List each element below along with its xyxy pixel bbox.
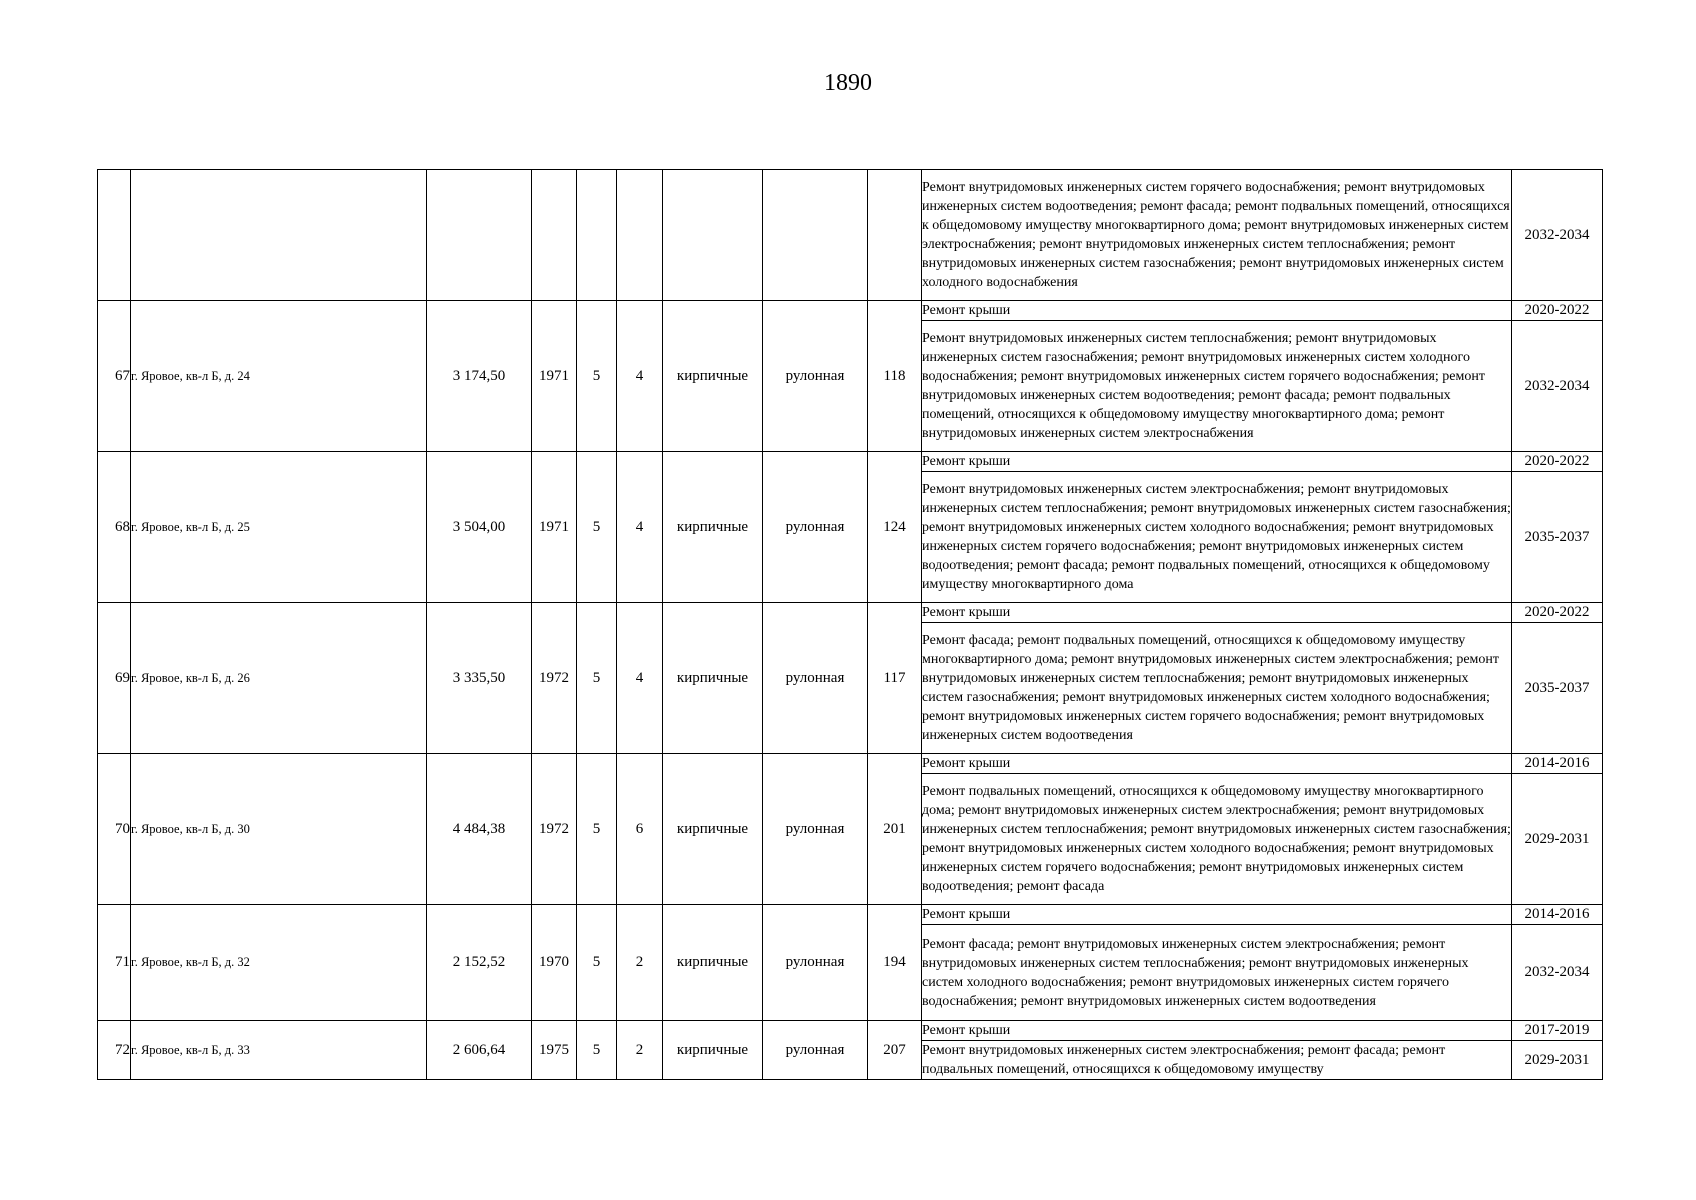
table-row: [98, 301, 1603, 321]
empty-cell: [131, 170, 427, 301]
period-cell: 2032-2034: [1512, 321, 1603, 452]
roof-work-cell: Ремонт крыши: [922, 1021, 1512, 1041]
row-number-cell: 72: [98, 1021, 131, 1080]
address-cell: г. Яровое, кв-л Б, д. 33: [131, 1021, 427, 1080]
wall-material-cell: кирпичные: [663, 301, 763, 452]
empty-cell: [617, 170, 663, 301]
area-cell: 3 174,50: [427, 301, 532, 452]
housing-repair-table: [97, 169, 1603, 1080]
residents-cell: 194: [868, 905, 922, 1021]
table-row: [98, 603, 1603, 623]
row-number-cell: 70: [98, 754, 131, 905]
table-body: [98, 170, 1603, 1080]
table-row: [98, 905, 1603, 925]
address-cell: г. Яровое, кв-л Б, д. 24: [131, 301, 427, 452]
residents-cell: 117: [868, 603, 922, 754]
area-cell: 3 335,50: [427, 603, 532, 754]
floors-cell: 5: [577, 754, 617, 905]
floors-cell: 5: [577, 1021, 617, 1080]
row-number-cell: 71: [98, 905, 131, 1021]
roof-type-cell: рулонная: [763, 905, 868, 1021]
wall-material-cell: кирпичные: [663, 1021, 763, 1080]
works-cell: Ремонт фасада; ремонт внутридомовых инженерных систем электроснабжения; ремонт внутридомовых инженерных систем теплоснабжения; ремонт внутридомовых инженерных систем холодного водоснабжения; ремонт внутридомовых инженерных систем горячего водоснабжения; ремонт внутридомовых инженерных систем водоотведения: [922, 925, 1512, 1021]
wall-material-cell: кирпичные: [663, 452, 763, 603]
area-cell: 3 504,00: [427, 452, 532, 603]
residents-cell: 201: [868, 754, 922, 905]
works-cell: Ремонт внутридомовых инженерных систем электроснабжения; ремонт фасада; ремонт подвальных помещений, относящихся к общедомовому имуществу: [922, 1041, 1512, 1080]
period-cell: 2029-2031: [1512, 774, 1603, 905]
residents-cell: 118: [868, 301, 922, 452]
table-row: [98, 754, 1603, 774]
empty-cell: [98, 170, 131, 301]
area-cell: 2 606,64: [427, 1021, 532, 1080]
entrances-cell: 4: [617, 603, 663, 754]
row-number-cell: 67: [98, 301, 131, 452]
empty-cell: [532, 170, 577, 301]
period-cell: 2029-2031: [1512, 1041, 1603, 1080]
residents-cell: 124: [868, 452, 922, 603]
entrances-cell: 2: [617, 905, 663, 1021]
area-cell: 2 152,52: [427, 905, 532, 1021]
roof-work-cell: Ремонт крыши: [922, 754, 1512, 774]
year-cell: 1970: [532, 905, 577, 1021]
roof-period-cell: 2014-2016: [1512, 754, 1603, 774]
period-cell: 2035-2037: [1512, 472, 1603, 603]
empty-cell: [427, 170, 532, 301]
roof-type-cell: рулонная: [763, 452, 868, 603]
floors-cell: 5: [577, 603, 617, 754]
entrances-cell: 4: [617, 452, 663, 603]
entrances-cell: 6: [617, 754, 663, 905]
entrances-cell: 4: [617, 301, 663, 452]
period-cell: 2032-2034: [1512, 170, 1603, 301]
works-cell: Ремонт внутридомовых инженерных систем горячего водоснабжения; ремонт внутридомовых инженерных систем водоотведения; ремонт фасада; ремонт подвальных помещений, относящихся к общедомовому имуществу многоквартирного дома; ремонт внутридомовых инженерных систем электроснабжения; ремонт внутридомовых инженерных систем теплоснабжения; ремонт внутридомовых инженерных систем газоснабжения; ремонт внутридомовых инженерных систем холодного водоснабжения: [922, 170, 1512, 301]
year-cell: 1971: [532, 452, 577, 603]
year-cell: 1972: [532, 754, 577, 905]
floors-cell: 5: [577, 301, 617, 452]
year-cell: 1972: [532, 603, 577, 754]
period-cell: 2032-2034: [1512, 925, 1603, 1021]
wall-material-cell: кирпичные: [663, 754, 763, 905]
roof-type-cell: рулонная: [763, 1021, 868, 1080]
roof-work-cell: Ремонт крыши: [922, 301, 1512, 321]
row-number-cell: 68: [98, 452, 131, 603]
address-cell: г. Яровое, кв-л Б, д. 32: [131, 905, 427, 1021]
empty-cell: [577, 170, 617, 301]
empty-cell: [763, 170, 868, 301]
works-cell: Ремонт фасада; ремонт подвальных помещений, относящихся к общедомовому имуществу многоквартирного дома; ремонт внутридомовых инженерных систем электроснабжения; ремонт внутридомовых инженерных систем теплоснабжения; ремонт внутридомовых инженерных систем газоснабжения; ремонт внутридомовых инженерных систем холодного водоснабжения; ремонт внутридомовых инженерных систем горячего водоснабжения; ремонт внутридомовых инженерных систем водоотведения: [922, 623, 1512, 754]
roof-period-cell: 2017-2019: [1512, 1021, 1603, 1041]
empty-cell: [868, 170, 922, 301]
address-cell: г. Яровое, кв-л Б, д. 26: [131, 603, 427, 754]
roof-work-cell: Ремонт крыши: [922, 452, 1512, 472]
entrances-cell: 2: [617, 1021, 663, 1080]
empty-cell: [663, 170, 763, 301]
roof-period-cell: 2020-2022: [1512, 301, 1603, 321]
area-cell: 4 484,38: [427, 754, 532, 905]
roof-period-cell: 2020-2022: [1512, 603, 1603, 623]
residents-cell: 207: [868, 1021, 922, 1080]
table-row: [98, 1021, 1603, 1041]
floors-cell: 5: [577, 452, 617, 603]
roof-period-cell: 2014-2016: [1512, 905, 1603, 925]
roof-work-cell: Ремонт крыши: [922, 603, 1512, 623]
roof-period-cell: 2020-2022: [1512, 452, 1603, 472]
works-cell: Ремонт внутридомовых инженерных систем теплоснабжения; ремонт внутридомовых инженерных систем газоснабжения; ремонт внутридомовых инженерных систем холодного водоснабжения; ремонт внутридомовых инженерных систем горячего водоснабжения; ремонт внутридомовых инженерных систем водоотведения; ремонт фасада; ремонт подвальных помещений, относящихся к общедомовому имуществу многоквартирного дома; ремонт внутридомовых инженерных систем электроснабжения: [922, 321, 1512, 452]
continuation-row: [98, 170, 1603, 301]
address-cell: г. Яровое, кв-л Б, д. 25: [131, 452, 427, 603]
page-number: 1890: [824, 70, 872, 96]
wall-material-cell: кирпичные: [663, 603, 763, 754]
wall-material-cell: кирпичные: [663, 905, 763, 1021]
year-cell: 1971: [532, 301, 577, 452]
address-cell: г. Яровое, кв-л Б, д. 30: [131, 754, 427, 905]
floors-cell: 5: [577, 905, 617, 1021]
roof-type-cell: рулонная: [763, 603, 868, 754]
works-cell: Ремонт внутридомовых инженерных систем электроснабжения; ремонт внутридомовых инженерных систем теплоснабжения; ремонт внутридомовых инженерных систем газоснабжения; ремонт внутридомовых инженерных систем холодного водоснабжения; ремонт внутридомовых инженерных систем горячего водоснабжения; ремонт внутридомовых инженерных систем водоотведения; ремонт фасада; ремонт подвальных помещений, относящихся к общедомовому имуществу многоквартирного дома: [922, 472, 1512, 603]
works-cell: Ремонт подвальных помещений, относящихся к общедомовому имуществу многоквартирного дома; ремонт внутридомовых инженерных систем электроснабжения; ремонт внутридомовых инженерных систем теплоснабжения; ремонт внутридомовых инженерных систем газоснабжения; ремонт внутридомовых инженерных систем холодного водоснабжения; ремонт внутридомовых инженерных систем горячего водоснабжения; ремонт внутридомовых инженерных систем водоотведения; ремонт фасада: [922, 774, 1512, 905]
roof-type-cell: рулонная: [763, 754, 868, 905]
year-cell: 1975: [532, 1021, 577, 1080]
roof-type-cell: рулонная: [763, 301, 868, 452]
table-row: [98, 452, 1603, 472]
roof-work-cell: Ремонт крыши: [922, 905, 1512, 925]
period-cell: 2035-2037: [1512, 623, 1603, 754]
row-number-cell: 69: [98, 603, 131, 754]
